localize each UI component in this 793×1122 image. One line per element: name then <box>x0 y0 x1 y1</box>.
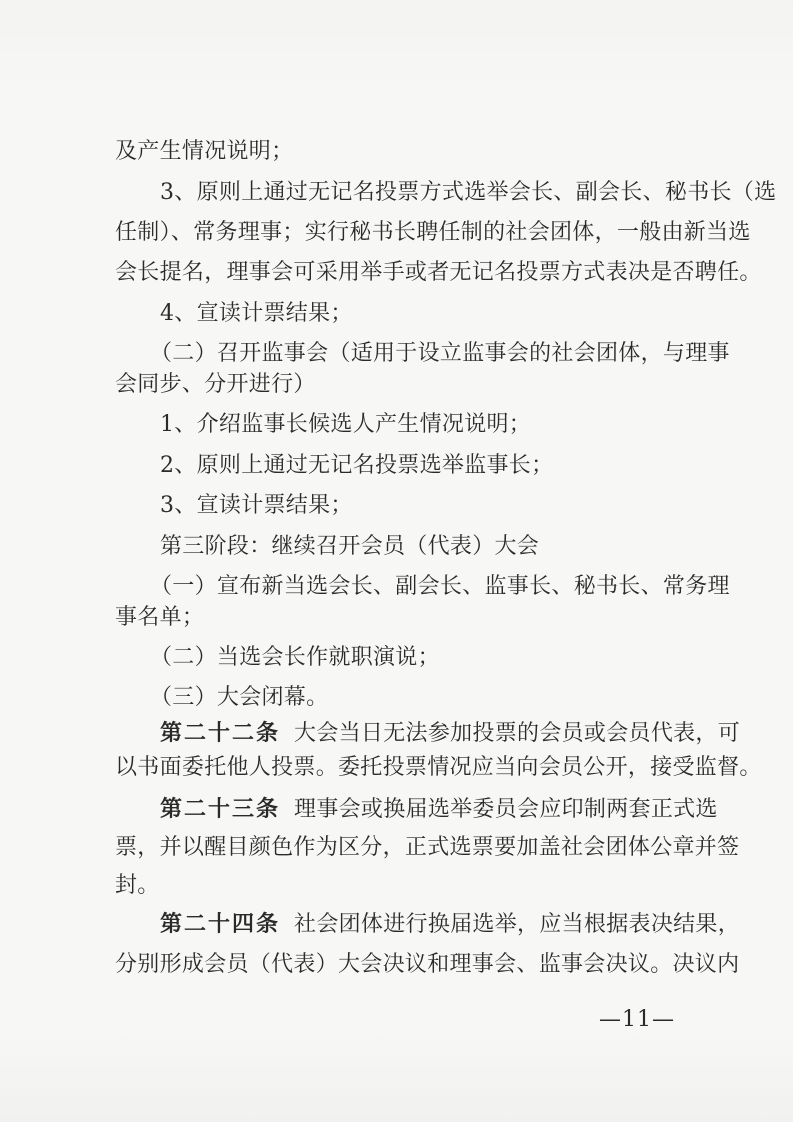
article-22: 第二十二条 大会当日无法参加投票的会员或会员代表，可 <box>160 720 741 746</box>
text-line-4: 会长提名，理事会可采用举手或者无记名投票方式表决是否聘任。 <box>115 260 762 285</box>
text-line-20: 封。 <box>115 873 160 898</box>
article-24: 第二十四条 社会团体进行换届选举，应当根据表决结果， <box>160 911 741 937</box>
text-line-5: 4、宣读计票结果； <box>160 301 353 326</box>
text-line-17: 以书面委托他人投票。委托投票情况应当向会员公开，接受监督。 <box>115 755 762 780</box>
article-23: 第二十三条 理事会或换届选举委员会应印制两套正式选 <box>160 796 718 822</box>
article-heading: 第二十四条 <box>160 911 281 937</box>
text-line-2: 3、原则上通过无记名投票方式选举会长、副会长、秘书长（选 <box>160 180 777 205</box>
article-heading: 第二十二条 <box>160 720 281 746</box>
text-line-1: 及产生情况说明； <box>115 139 294 164</box>
text-line-15: （三）大会闭幕。 <box>150 685 329 710</box>
text-line-10: 3、宣读计票结果； <box>160 493 353 518</box>
text-line-22: 分别形成会员（代表）大会决议和理事会、监事会决议。决议内 <box>115 952 740 977</box>
text-line-14: （二）当选会长作就职演说； <box>150 645 440 670</box>
page-number: —11— <box>599 1007 675 1032</box>
article-heading: 第二十三条 <box>160 796 281 822</box>
text-line-12: （一）宣布新当选会长、副会长、监事长、秘书长、常务理 <box>150 574 730 599</box>
text-line-11: 第三阶段：继续召开会员（代表）大会 <box>160 534 540 559</box>
text-line-13: 事名单； <box>115 605 205 630</box>
text-line-6: （二）召开监事会（适用于设立监事会的社会团体，与理事 <box>150 341 730 366</box>
text-line-3: 任制）、常务理事；实行秘书长聘任制的社会团体，一般由新当选 <box>115 220 751 245</box>
text-line-8: 1、介绍监事长候选人产生情况说明； <box>160 412 532 437</box>
text-line-9: 2、原则上通过无记名投票选举监事长； <box>160 453 554 478</box>
text-line-19: 票，并以醒目颜色作为区分，正式选票要加盖社会团体公章并签 <box>115 835 740 860</box>
text-line-7: 会同步、分开进行） <box>115 372 316 397</box>
